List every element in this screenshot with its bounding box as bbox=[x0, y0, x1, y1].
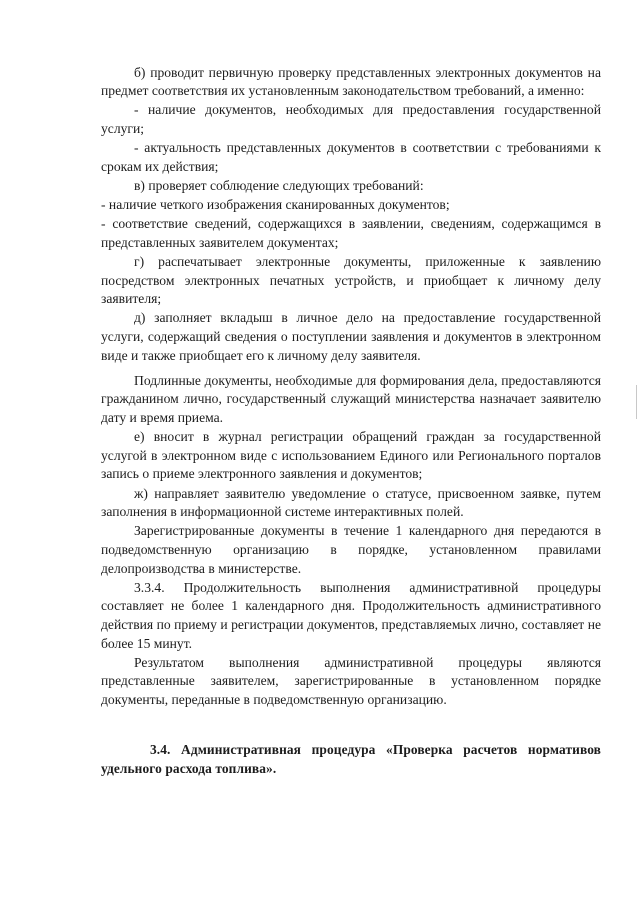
paragraph-v: в) проверяет соблюдение следующих требований: bbox=[134, 177, 424, 193]
list-item-clear-image: - наличие четкого изображения сканированных документов; bbox=[101, 197, 450, 213]
list-item-documents-validity: - актуальность представленных документов в соответствии с требованиями к срокам их действия; bbox=[101, 140, 601, 174]
list-item-data-match: - соответствие сведений, содержащихся в заявлении, сведениям, содержащимся в представленных заявителем документах; bbox=[101, 216, 601, 250]
paragraph-b: б) проводит первичную проверку представленных электронных документов на предмет соответствия их установленным законодательством требований, а именно: bbox=[101, 64, 601, 99]
list-item-documents-required: - наличие документов, необходимых для предоставления государственной услуги; bbox=[101, 102, 601, 136]
paragraph-3-3-4: 3.3.4. Продолжительность выполнения административной процедуры составляет не более 1 календарного дня. Продолжительность административного действия по приему и регистрации документов, представляемых лично, составляет не более 15 минут. bbox=[101, 579, 601, 651]
paragraph-e: е) вносит в журнал регистрации обращений граждан за государственной услугой в электронном виде с использованием Единого или Регионального порталов запись о приеме электронного заявления и документов; bbox=[101, 429, 601, 482]
paragraph-zh: ж) направляет заявителю уведомление о статусе, присвоенном заявке, путем заполнения в информационной системе интерактивных полей. bbox=[101, 485, 601, 520]
paragraph-result: Результатом выполнения административной процедуры являются представленные заявителем, зарегистрированные в установленном порядке документы, переданные в подведомственную организацию. bbox=[101, 654, 601, 707]
scan-edge-mark bbox=[636, 385, 637, 419]
section-heading-3-4: 3.4. Административная процедура «Проверка расчетов нормативов удельного расхода топлива». bbox=[101, 741, 601, 776]
paragraph-g: г) распечатывает электронные документы, приложенные к заявлению посредством электронных печатных устройств, и приобщает к личному делу заявителя; bbox=[101, 254, 601, 307]
paragraph-d: д) заполняет вкладыш в личное дело на предоставление государственной услуги, содержащий сведения о поступлении заявления и документов в электронном виде и также приобщает его к личному делу заявителя. bbox=[101, 310, 601, 363]
document-body bbox=[101, 63, 601, 778]
paragraph-registered-documents: Зарегистрированные документы в течение 1 календарного дня передаются в подведомственную организацию в порядке, установленном правилами делопроизводства в министерстве. bbox=[101, 523, 601, 576]
paragraph-original-documents: Подлинные документы, необходимые для формирования дела, предоставляются гражданином лично, государственный служащий министерства назначает заявителю дату и время приема. bbox=[101, 372, 601, 426]
